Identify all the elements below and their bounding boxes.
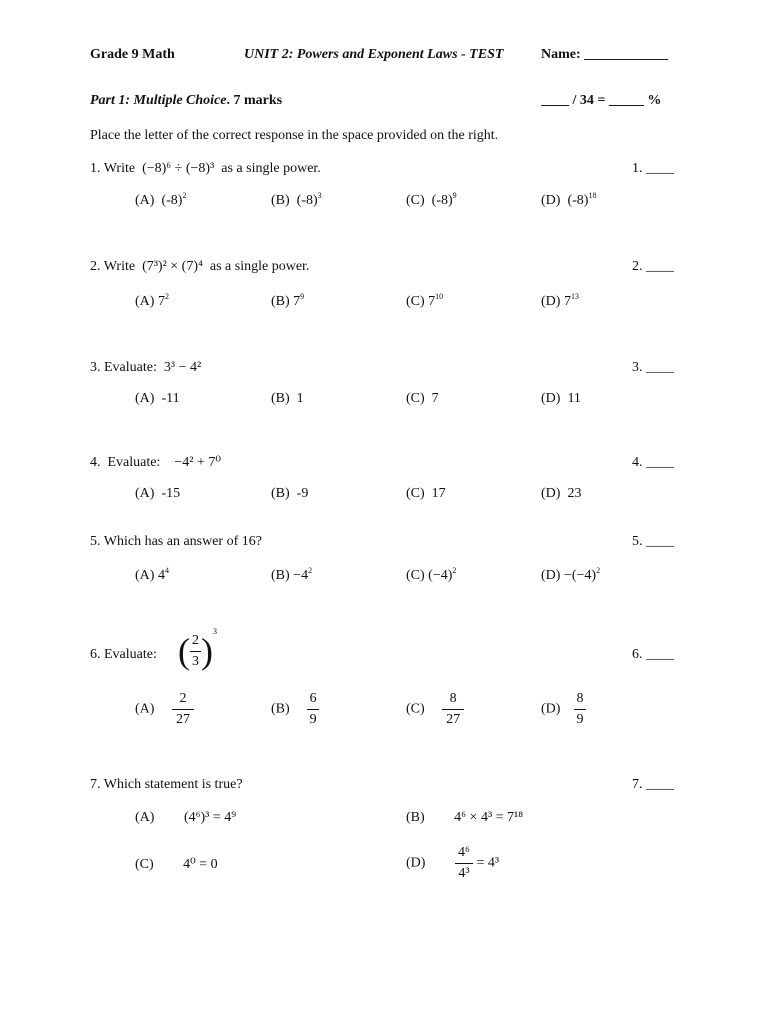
question-2: 2. Write (7³)² × (7)⁴ as a single power. <box>90 259 310 274</box>
answer-blank-7[interactable]: 7. ____ <box>632 777 674 792</box>
question-2-expression: (7³)² × (7)⁴ <box>142 259 203 274</box>
option-4b: (B) -9 <box>271 486 309 501</box>
course-title: Grade 9 Math <box>90 47 175 62</box>
option-2c: (C) $7^{10}$ <box>406 292 444 309</box>
option-1d: (D) $(-8)^{18}$ <box>541 191 597 208</box>
option-7c: (C) 4⁰ = 0 <box>135 857 218 872</box>
answer-blank-2[interactable]: 2. ____ <box>632 259 674 274</box>
name-label: Name: <box>541 47 581 62</box>
option-3a: (A) -11 <box>135 391 180 406</box>
option-3c: (C) 7 <box>406 391 439 406</box>
option-1a: (A) $(-8)^2$ <box>135 191 187 208</box>
answer-blank-3[interactable]: 3. ____ <box>632 360 674 375</box>
answer-blank-4[interactable]: 4. ____ <box>632 455 674 470</box>
option-6c: (C) $\frac{8}{27}$ <box>406 692 464 727</box>
option-5d: $(D) -(-4)^2$ <box>541 566 601 583</box>
part-title: Part 1: Multiple Choice <box>90 93 227 108</box>
question-4: 4. Evaluate: −4² + 7⁰ <box>90 455 221 470</box>
question-1-expression: (−8)⁶ ÷ (−8)³ <box>142 161 215 176</box>
option-5a: (A) $4^4$ <box>135 566 169 583</box>
answer-blank-1[interactable]: 1. ____ <box>632 161 674 176</box>
instructions: Place the letter of the correct response in the space provided on the right. <box>90 128 499 143</box>
option-3d: (D) 11 <box>541 391 581 406</box>
score-line: ____ / 34 = _____ % <box>541 93 662 108</box>
unit-title: UNIT 2: Powers and Exponent Laws - TEST <box>244 47 504 62</box>
question-6-expression: ( $\frac{2}{3}$ )$^3$ <box>178 627 217 671</box>
option-4d: (D) 23 <box>541 486 582 501</box>
part-heading <box>90 94 282 108</box>
question-1: 1. Write (−8)⁶ ÷ (−8)³ as a single power. <box>90 161 321 176</box>
answer-blank-6[interactable]: 6. ____ <box>632 647 674 662</box>
option-2d: (D) $7^{13}$ <box>541 292 579 309</box>
part-marks: . 7 marks <box>226 93 283 108</box>
name-blank: ____________ <box>584 47 669 62</box>
option-4c: (C) 17 <box>406 486 446 501</box>
question-3-expression: 3³ − 4² <box>163 360 202 375</box>
option-5b: $(B) -4^2$ <box>271 566 313 583</box>
option-2b: (B) $7^9$ <box>271 292 305 309</box>
option-7a: (A) (4⁶)³ = 4⁹ <box>135 810 237 825</box>
option-1b: (B) $(-8)^3$ <box>271 191 322 208</box>
option-6b: (B) $\frac{6}{9}$ <box>271 692 319 727</box>
option-3b: (B) 1 <box>271 391 304 406</box>
option-6a: (A) $\frac{2}{27}$ <box>135 692 194 727</box>
answer-blank-5[interactable]: 5. ____ <box>632 534 674 549</box>
option-7d: (D) $\frac{\text{4⁶}}{\text{4³}}$ = 4³ <box>406 845 500 881</box>
option-2a: (A) $7^2$ <box>135 292 169 309</box>
question-4-expression: −4² + 7⁰ <box>174 455 221 470</box>
option-1c: (C) $(-8)^9$ <box>406 191 457 208</box>
question-6-label: 6. Evaluate: <box>90 647 157 662</box>
question-7: 7. Which statement is true? <box>90 777 243 792</box>
option-6d: (D) $\frac{8}{9}$ <box>541 692 586 727</box>
option-7b: (B) 4⁶ × 4³ = 7¹⁸ <box>406 810 524 825</box>
question-3: 3. Evaluate: 3³ − 4² <box>90 360 202 375</box>
option-5c: (C) $(-4)^2$ <box>406 566 457 583</box>
question-5: 5. Which has an answer of 16? <box>90 534 262 549</box>
name-field[interactable] <box>541 48 668 62</box>
option-4a: (A) -15 <box>135 486 181 501</box>
